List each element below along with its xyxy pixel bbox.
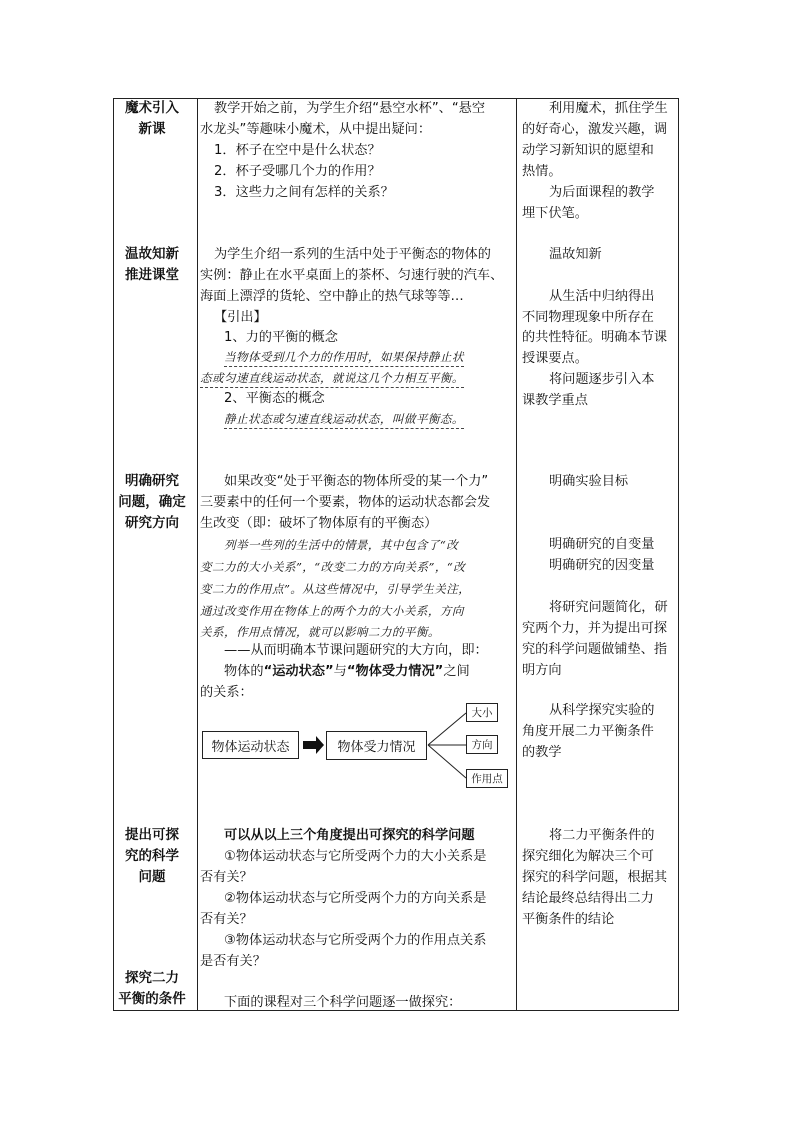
label-line: 魔术引入 xyxy=(125,100,179,116)
label-line: 提出可探 xyxy=(125,827,179,843)
note-line: 热情。 xyxy=(522,164,562,179)
note-line: 利用魔术，抓住学生 xyxy=(549,101,668,116)
note-line: 埋下伏笔。 xyxy=(522,206,588,221)
note-line: 究的科学问题做铺垫、指 xyxy=(522,642,668,657)
note-line: 角度开展二力平衡条件 xyxy=(522,724,654,739)
action-point-box: 作用点 xyxy=(466,769,508,788)
list-handwriting: 变二力的大小关系”，“改变二力的方向关系”，“改 xyxy=(200,560,466,574)
force-condition-term: “物体受力情况” xyxy=(346,664,444,679)
concept-handwriting: 当物体受到几个力的作用时，如果保持静止状 xyxy=(224,348,464,367)
intro-line: 水龙头”等趣味小魔术，从中提出疑问： xyxy=(200,122,432,137)
question-line: 是否有关？ xyxy=(200,954,266,969)
note-line: 从生活中归纳得出 xyxy=(549,289,655,304)
review-line: 为学生介绍一系列的生活中处于平衡态的物体的 xyxy=(214,247,491,262)
label-line: 推进课堂 xyxy=(125,267,179,283)
direction-box: 方向 xyxy=(466,735,498,754)
motion-state-box: 物体运动状态 xyxy=(202,731,299,759)
review-line: 海面上漂浮的货轮、空中静止的热气球等等… xyxy=(200,289,464,304)
note-line: 探究细化为解决三个可 xyxy=(522,849,654,864)
connector-line xyxy=(428,713,466,745)
concept-handwriting: 静止状态或匀速直线运动状态，叫做平衡态。 xyxy=(224,410,464,429)
note-line: 明确实验目标 xyxy=(549,474,629,489)
list-handwriting: 变二力的作用点”。从这些情况中，引导学生关注， xyxy=(200,582,471,596)
note-line: 将二力平衡条件的 xyxy=(549,828,655,843)
note-line: 将问题逐步引入本 xyxy=(549,372,655,387)
direction-line: 的关系： xyxy=(200,685,253,700)
question-heading: 可以从以上三个角度提出可探究的科学问题 xyxy=(224,828,475,843)
note-line: 温故知新 xyxy=(549,247,602,262)
label-line: 温故知新 xyxy=(125,246,179,262)
label-line: 究的科学 xyxy=(125,848,179,864)
label-line: 问题，确定 xyxy=(118,494,186,510)
list-handwriting: 通过改变作用在物体上的两个力的大小关系，方向 xyxy=(200,604,464,618)
note-line: 平衡条件的结论 xyxy=(522,912,615,927)
note-line: 动学习新知识的愿望和 xyxy=(522,143,654,158)
note-line: 的共性特征。明确本节课 xyxy=(522,330,668,345)
question-item: 1．杯子在空中是什么状态？ xyxy=(214,143,381,158)
note-line: 将研究问题简化，研 xyxy=(549,600,668,615)
note-line: 不同物理现象中所存在 xyxy=(522,310,654,325)
review-line: 实例：静止在水平桌面上的茶杯、匀速行驶的汽车、 xyxy=(200,268,504,283)
concept-title: 1、力的平衡的概念 xyxy=(224,330,338,345)
connector-line xyxy=(428,745,466,778)
question-line: ③物体运动状态与它所受两个力的作用点关系 xyxy=(224,933,487,948)
label-line: 问题 xyxy=(138,869,166,885)
change-line: 三要素中的任何一个要素，物体的运动状态都会发 xyxy=(200,495,491,510)
intro-line: 教学开始之前，为学生介绍“悬空水杯”、“悬空 xyxy=(214,101,486,116)
list-handwriting: 列举一些列的生活中的情景，其中包含了“改 xyxy=(224,538,459,552)
note-line: 明确研究的因变量 xyxy=(549,558,655,573)
force-condition-box: 物体受力情况 xyxy=(326,731,427,760)
motion-state-term: “运动状态” xyxy=(263,664,334,679)
list-handwriting: 关系，作用点情况，就可以影响二力的平衡。 xyxy=(200,625,440,639)
change-line: 如果改变“处于平衡态的物体所受的某一个力” xyxy=(224,474,489,489)
label-line: 新课 xyxy=(138,121,166,137)
question-line: ①物体运动状态与它所受两个力的大小关系是 xyxy=(224,849,487,864)
direction-text: 与 xyxy=(333,664,347,679)
note-line: 究两个力，并为提出可探 xyxy=(522,621,668,636)
question-item: 2．杯子受哪几个力的作用？ xyxy=(214,164,381,179)
question-line: 否有关？ xyxy=(200,912,253,927)
note-line: 明确研究的自变量 xyxy=(549,537,655,552)
note-line: 授课要点。 xyxy=(522,351,588,366)
question-line: ②物体运动状态与它所受两个力的方向关系是 xyxy=(224,891,487,906)
label-line: 研究方向 xyxy=(125,515,179,531)
note-line: 为后面课程的教学 xyxy=(549,185,655,200)
size-box: 大小 xyxy=(466,703,498,722)
note-line: 从科学探究实验的 xyxy=(549,703,655,718)
note-line: 明方向 xyxy=(522,663,562,678)
next-line: 下面的课程对三个科学问题逐一做探究： xyxy=(224,995,462,1010)
direction-text: 物体的 xyxy=(224,664,264,679)
note-line: 的好奇心，激发兴趣，调 xyxy=(522,122,668,137)
question-line: 否有关？ xyxy=(200,870,253,885)
concept-handwriting: 态或匀速直线运动状态，就说这几个力相互平衡。 xyxy=(200,369,464,388)
change-line: 生改变（即：破坏了物体原有的平衡态） xyxy=(200,516,438,531)
direction-text: 之间 xyxy=(443,664,470,679)
yinchu-heading: 【引出】 xyxy=(214,310,267,325)
note-line: 课教学重点 xyxy=(522,393,588,408)
label-line: 明确研究 xyxy=(125,473,179,489)
note-line: 结论最终总结得出二力 xyxy=(522,891,654,906)
note-line: 探究的科学问题，根据其 xyxy=(522,870,668,885)
note-line: 的教学 xyxy=(522,745,562,760)
direction-line: ——从而明确本节课问题研究的大方向，即： xyxy=(224,643,488,658)
concept-title: 2、平衡态的概念 xyxy=(224,391,325,406)
arrow-icon xyxy=(303,736,324,754)
label-line: 平衡的条件 xyxy=(118,991,186,1007)
label-line: 探究二力 xyxy=(125,970,179,986)
question-item: 3．这些力之间有怎样的关系？ xyxy=(214,185,394,200)
